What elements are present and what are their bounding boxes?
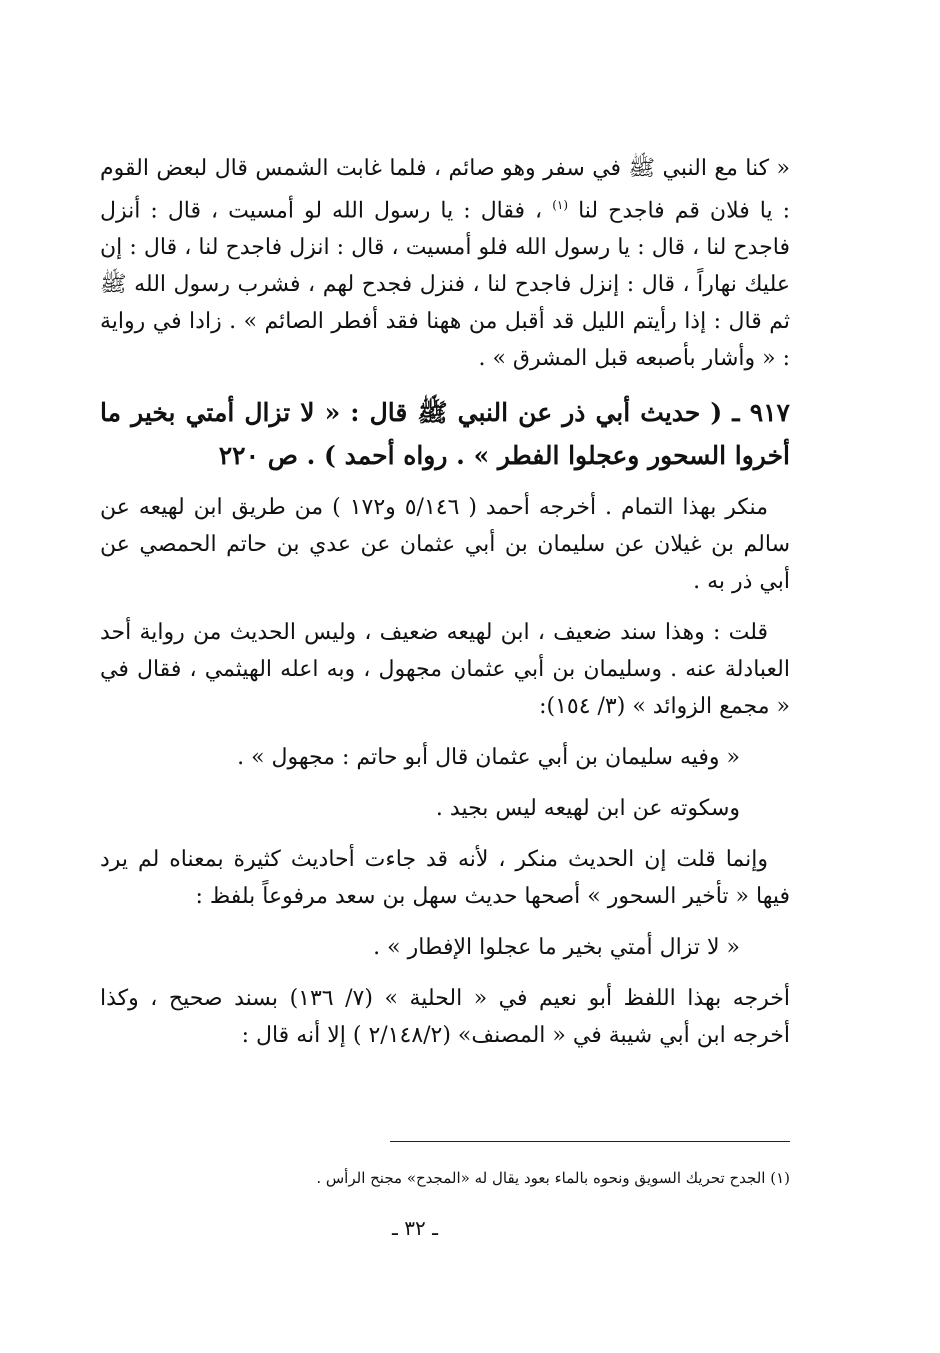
footnote-ref: (١) bbox=[552, 198, 569, 212]
page-number: ـ ٣٢ ـ bbox=[392, 1216, 438, 1240]
quote-haythami: « وفيه سليمان بن أبي عثمان قال أبو حاتم : مجهول » . bbox=[237, 745, 740, 771]
explanation-paragraph: وإنما قلت إن الحديث منكر ، لأنه قد جاءت أحاديث كثيرة بمعناه لم يرد فيها « تأخير السحور » أصحها حديث سهل بن سعد مرفوعاً بلفظ : bbox=[100, 847, 790, 910]
verdict-paragraph: منكر بهذا التمام . أخرجه أحمد ( ٥/١٤٦ و١٧٢ ) من طريق ابن لهيعه عن سالم بن غيلان عن سليمان بن أبي عثمان عن عدي بن حاتم الحمصي عن أبي ذر به . bbox=[100, 495, 790, 595]
footnote-divider bbox=[390, 1141, 790, 1142]
source-paragraph: أخرجه بهذا اللفظ أبو نعيم في « الحلية » (٧/ ١٣٦) بسند صحيح ، وكذا أخرجه ابن أبي شيبة في « المصنف» (٢/١٤٨/٢ ) إلا أنه قال : bbox=[100, 986, 790, 1049]
page-body bbox=[100, 150, 790, 1068]
footnote: (١) الجدح تحريك السويق ونحوه بالماء بعود يقال له «المجدح» مجنح الرأس . bbox=[316, 1169, 790, 1187]
hadith-text: « كنا مع النبي ﷺ في سفر وهو صائم ، فلما غابت الشمس قال لبعض القوم : يا فلان قم فاجدح لنا bbox=[100, 156, 790, 224]
hadith-text-continued: ، فقال : يا رسول الله لو أمسيت ، قال : أنزل فاجدح لنا ، قال : يا رسول الله فلو أمسيت ، قال : انزل فاجدح لنا ، قال : إن عليك نهاراً ، قال : إنزل فاجدح لنا ، فنزل فجدح لهم ، فشرب رسول الله ﷺ ثم قال : إذا رأيتم الليل قد أقبل من ههنا فقد أفطر الصائم » . زادا في رواية : « وأشار بأصبعه قبل المشرق » . bbox=[100, 198, 790, 372]
hadith-text-paragraph bbox=[100, 150, 790, 377]
analysis-paragraph: قلت : وهذا سند ضعيف ، ابن لهيعه ضعيف ، وليس الحديث من رواية أحد العبادلة عنه . وسليمان بن أبي عثمان مجهول ، وبه اعله الهيثمي ، فقال في « مجمع الزوائد » (٣/ ١٥٤): bbox=[100, 620, 790, 720]
quote-hadith-sahl: « لا تزال أمتي بخير ما عجلوا الإفطار » . bbox=[373, 935, 740, 961]
hadith-heading: ٩١٧ ـ ( حديث أبي ذر عن النبي ﷺ قال : « لا تزال أمتي بخير ما أخروا السحور وعجلوا الفطر » . رواه أحمد ) . ص ٢٢٠ bbox=[100, 398, 790, 471]
quote-comment: وسكوته عن ابن لهيعه ليس بجيد . bbox=[435, 796, 740, 822]
